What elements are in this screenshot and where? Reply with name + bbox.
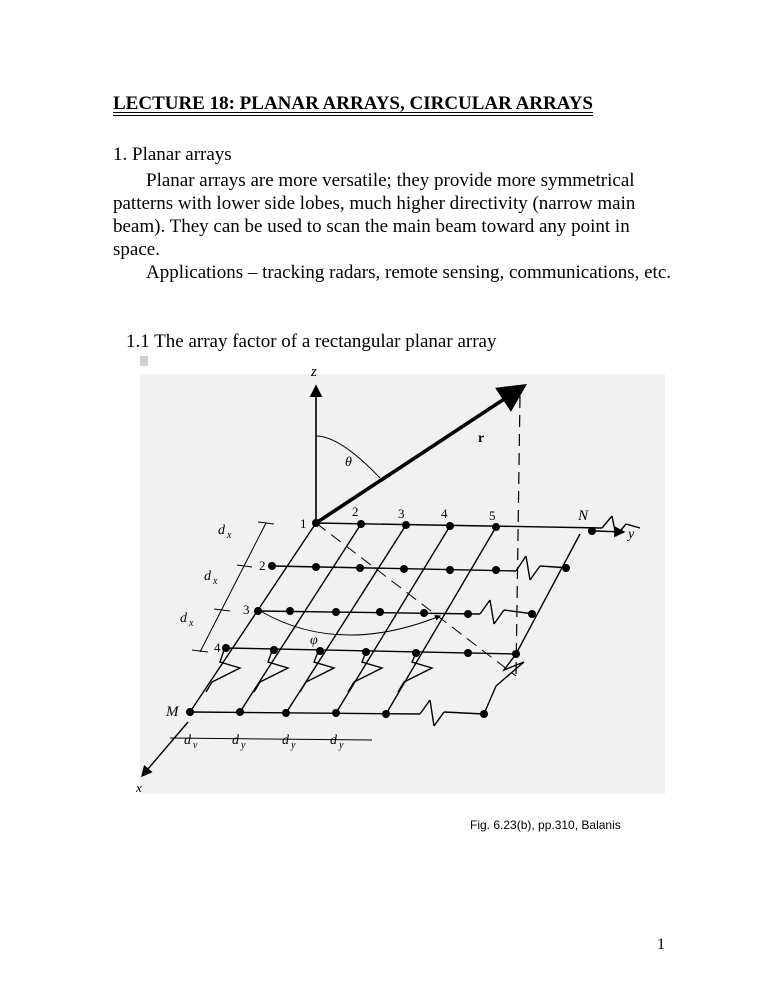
col-label-2: 2: [352, 504, 359, 519]
dy-label-2: d: [232, 733, 239, 748]
dy-sub-1: v: [193, 740, 198, 751]
z-axis-label: z: [311, 364, 317, 380]
phi-label: φ: [310, 633, 318, 648]
dy-sub-2: y: [241, 740, 246, 751]
dx-label-2: d: [204, 569, 211, 584]
paragraph-applications: [113, 261, 673, 284]
row-label-3: 3: [243, 602, 250, 617]
col-label-3: 3: [398, 506, 405, 521]
dy-sub-3: y: [291, 740, 296, 751]
page-number: 1: [657, 936, 665, 953]
paragraph-intro-text: Planar arrays are more versatile; they provide more symmetrical patterns with lower side lobes, much higher directivity (narrow main beam). They can be used to scan the main beam toward any point in space.: [113, 170, 636, 260]
planar-array-figure: [136, 356, 665, 796]
dx-label-1: d: [218, 523, 225, 538]
x-axis-label: x: [136, 780, 142, 795]
paragraph-applications-text: Applications – tracking radars, remote sensing, communications, etc.: [146, 262, 671, 283]
theta-label: θ: [345, 455, 352, 470]
dy-sub-4: y: [339, 740, 344, 751]
dy-label-1: d: [184, 733, 191, 748]
row-label-4: 4: [214, 640, 221, 655]
dx-sub-2: x: [213, 576, 218, 587]
row-label-M: M: [166, 704, 179, 720]
scan-background: [140, 374, 665, 794]
col-label-5: 5: [489, 508, 496, 523]
section-heading: 1. Planar arrays: [113, 144, 232, 165]
dx-label-3: d: [180, 611, 187, 626]
dy-label-4: d: [330, 733, 337, 748]
planar-array-diagram: [136, 356, 665, 796]
row-label-2: 2: [259, 558, 266, 573]
dx-sub-3: x: [189, 618, 194, 629]
col-label-1: 1: [300, 516, 307, 531]
subsection-heading: 1.1 The array factor of a rectangular planar array: [126, 331, 497, 352]
y-axis-label: y: [628, 527, 635, 542]
lecture-title: LECTURE 18: PLANAR ARRAYS, CIRCULAR ARRAYS: [113, 93, 594, 114]
col-label-N: N: [578, 508, 589, 524]
paragraph-intro: [113, 169, 673, 261]
dx-sub-1: x: [227, 530, 232, 541]
r-vector-label: r: [478, 431, 485, 446]
dy-label-3: d: [282, 733, 289, 748]
figure-caption: Fig. 6.23(b), pp.310, Balanis: [470, 818, 621, 832]
y-axis: [595, 531, 624, 532]
col-label-4: 4: [441, 506, 448, 521]
